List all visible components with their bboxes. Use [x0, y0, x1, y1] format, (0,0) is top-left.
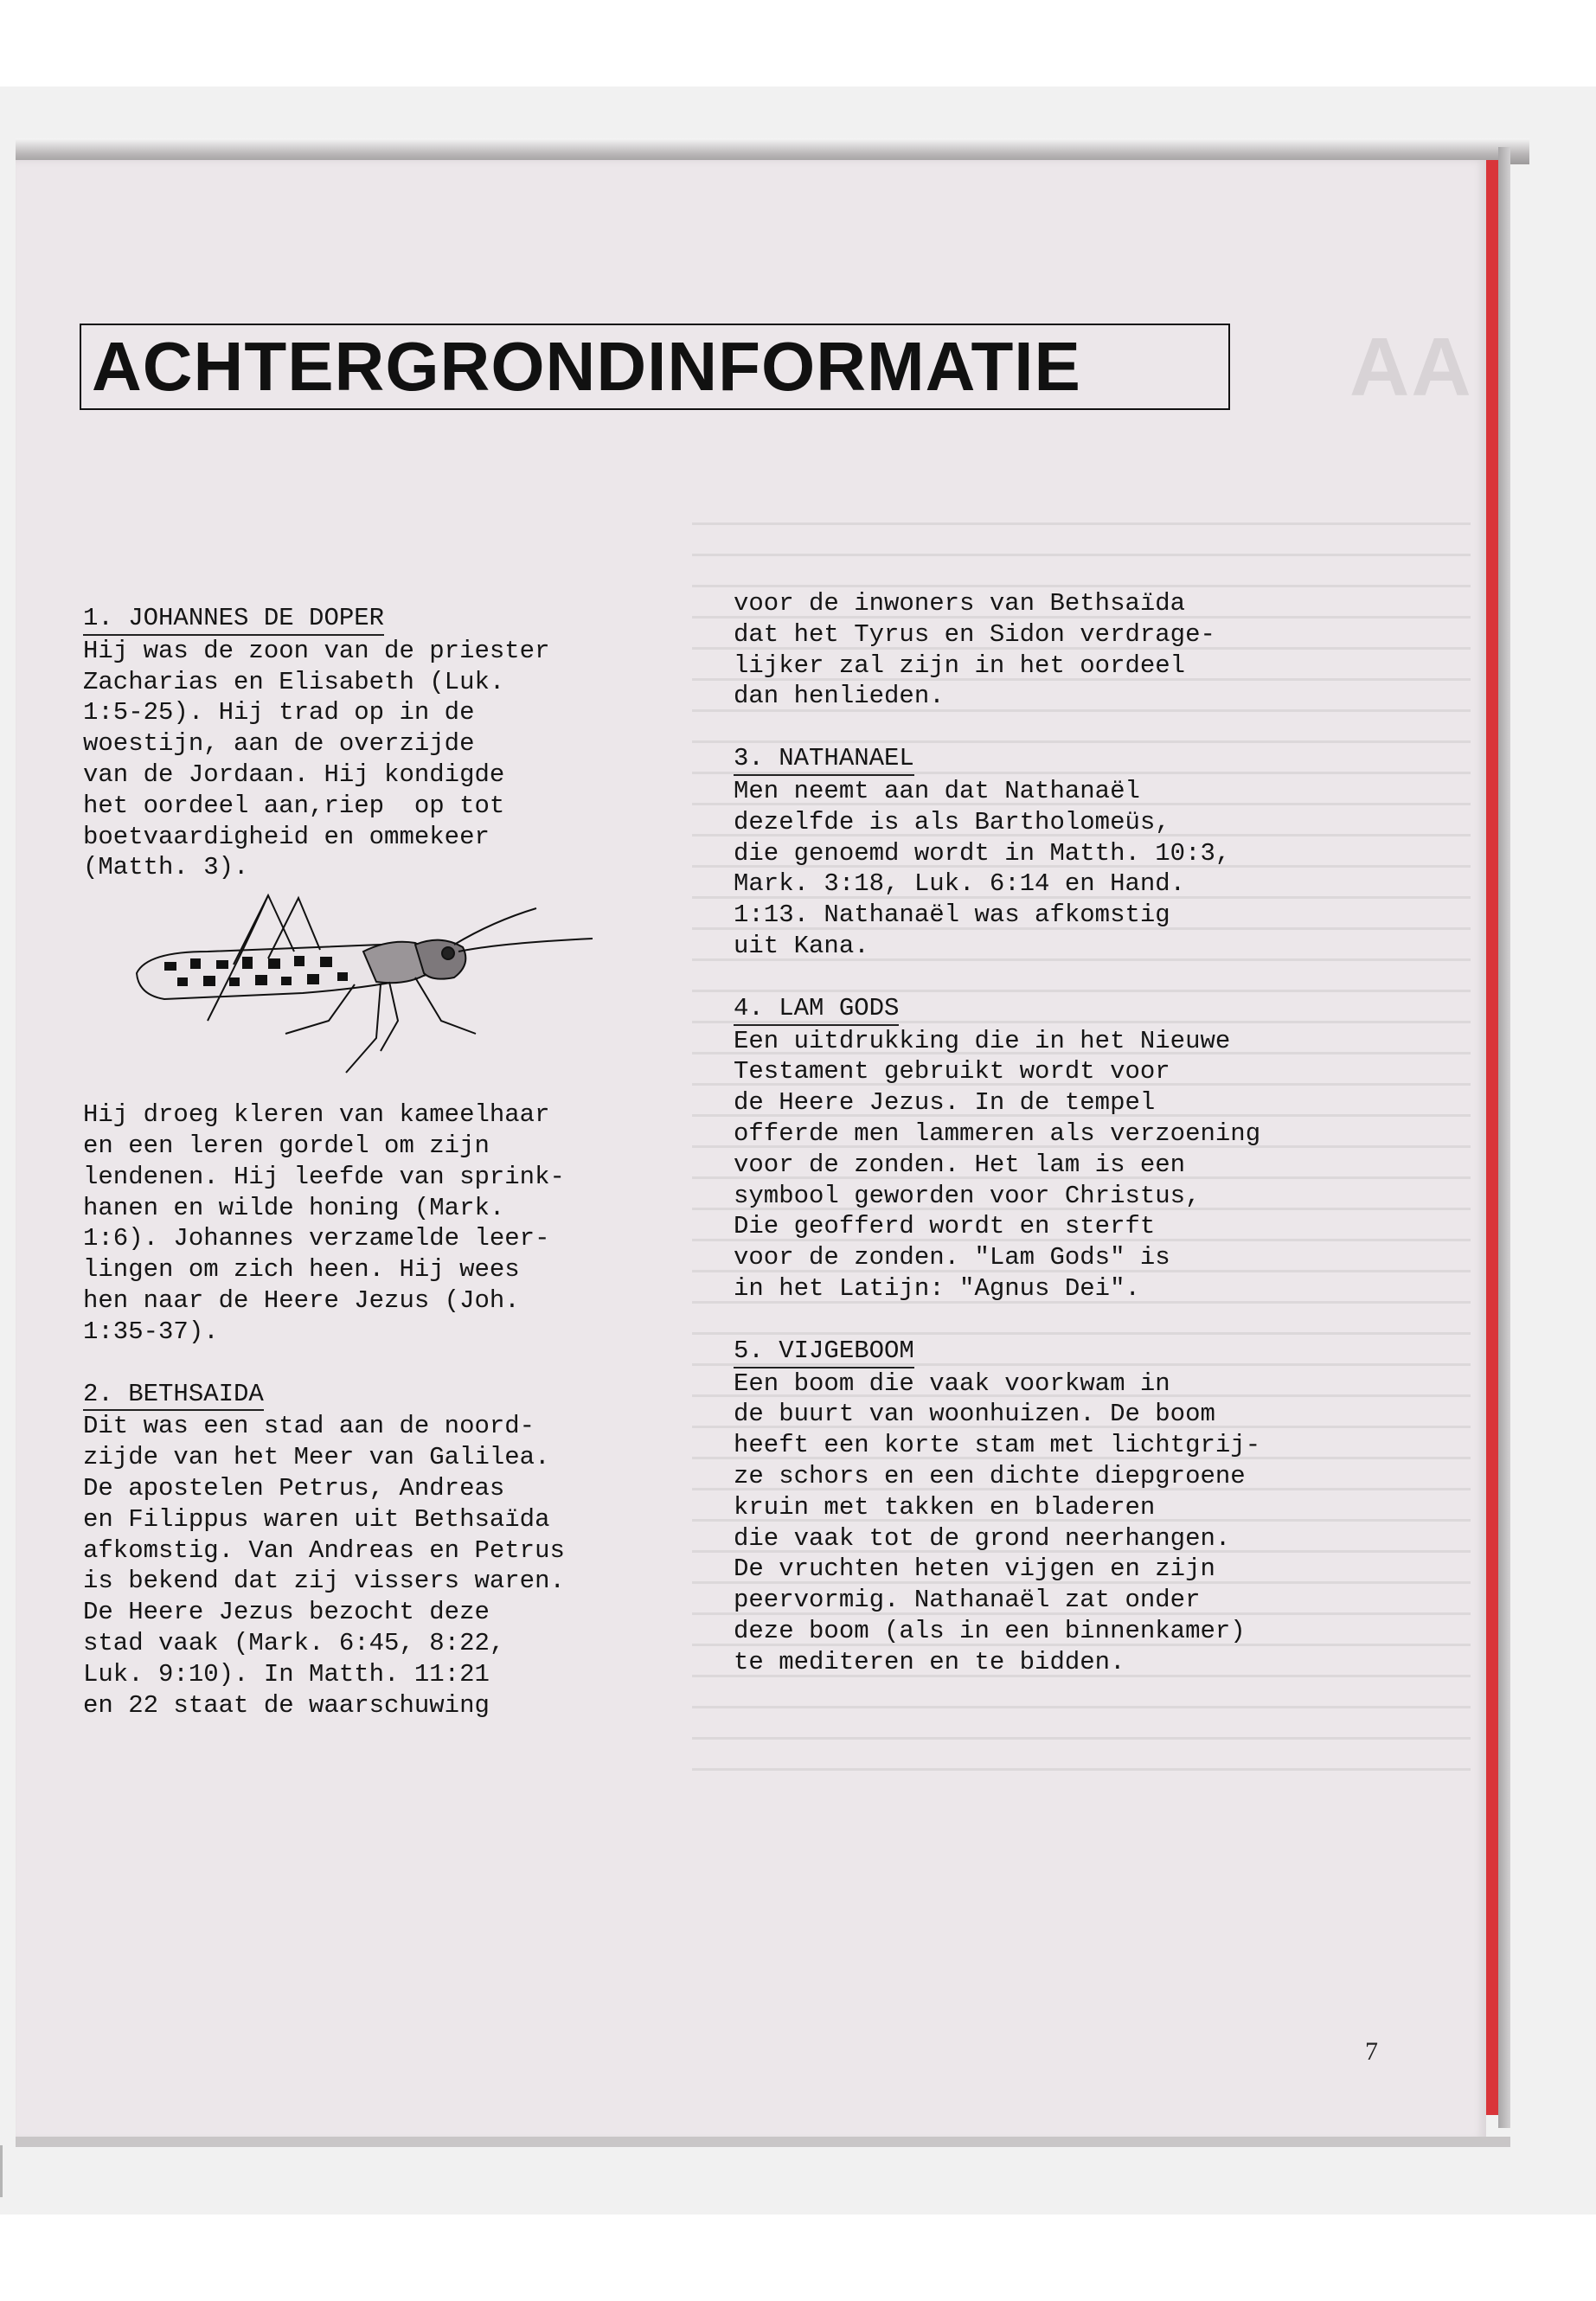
text-line: 1:13. Nathanaël was afkomstig	[734, 901, 1170, 930]
section-heading-vijgeboom: 5. VIJGEBOOM	[734, 1336, 914, 1368]
front-leg	[381, 982, 398, 1051]
text-line: lingen om zich heen. Hij wees	[83, 1255, 520, 1285]
text-line: te mediteren en te bidden.	[734, 1647, 1125, 1676]
text-line: Hij was de zoon van de priester	[83, 636, 550, 665]
text-line: lijker zal zijn in het oordeel	[734, 651, 1186, 680]
left-column	[83, 603, 706, 1721]
red-page-edge	[1486, 160, 1498, 2115]
section-gap	[83, 1348, 706, 1379]
text-line: dan henlieden.	[734, 682, 945, 711]
section-gap	[734, 962, 1443, 993]
scan-marks	[0, 2145, 106, 2197]
text-line: 1:6). Johannes verzamelde leer-	[83, 1224, 550, 1253]
text-line: woestijn, aan de overzijde	[83, 729, 475, 759]
text-line: Zacharias en Elisabeth (Luk.	[83, 667, 505, 696]
bleed-through-title: AA	[1349, 321, 1473, 413]
section-heading-johannes: 1. JOHANNES DE DOPER	[83, 603, 384, 636]
text-line: zijde van het Meer van Galilea.	[83, 1443, 550, 1472]
mid-leg	[415, 977, 476, 1034]
text-line: Een uitdrukking die in het Nieuwe	[734, 1026, 1231, 1055]
page-number: 7	[1365, 2037, 1378, 2066]
text-line: symbool geworden voor Christus,	[734, 1181, 1201, 1210]
section-heading-lam-gods: 4. LAM GODS	[734, 993, 899, 1026]
book-cover-edge	[1498, 147, 1510, 2128]
text-line: dat het Tyrus en Sidon verdrage-	[734, 619, 1215, 649]
text-line: heeft een korte stam met lichtgrij-	[734, 1431, 1261, 1460]
vijgeboom-text	[734, 1368, 1443, 1678]
text-line: lendenen. Hij leefde van sprink-	[83, 1162, 565, 1191]
text-line: het oordeel aan,riep op tot	[83, 791, 505, 820]
grasshopper-icon	[137, 895, 593, 1073]
text-line: offerde men lammeren als verzoening	[734, 1118, 1261, 1148]
text-line: boetvaardigheid en ommekeer	[83, 822, 490, 851]
text-line: deze boom (als in een binnenkamer)	[734, 1616, 1246, 1645]
text-line: voor de zonden. "Lam Gods" is	[734, 1243, 1170, 1272]
right-column	[734, 588, 1443, 1678]
text-line: in het Latijn: "Agnus Dei".	[734, 1273, 1140, 1303]
text-line: ze schors en een dichte diepgroene	[734, 1461, 1246, 1490]
antenna	[454, 908, 536, 945]
antenna	[458, 939, 593, 952]
text-line: Dit was een stad aan de noord-	[83, 1412, 535, 1441]
section-gap	[734, 712, 1443, 743]
bethsaida-continued	[734, 588, 1443, 712]
text-line: Die geofferd wordt en sterft	[734, 1212, 1156, 1241]
text-line: De Heere Jezus bezocht deze	[83, 1598, 490, 1627]
eye	[442, 947, 454, 959]
leg	[346, 984, 381, 1073]
lam-gods-text	[734, 1026, 1443, 1304]
text-line: 1:5-25). Hij trad op in de	[83, 698, 475, 727]
text-line: en een leren gordel om zijn	[83, 1131, 490, 1160]
text-line: (Matth. 3).	[83, 853, 249, 882]
text-line: De apostelen Petrus, Andreas	[83, 1473, 505, 1503]
text-line: Testament gebruikt wordt voor	[734, 1057, 1170, 1086]
text-line: Hij droeg kleren van kameelhaar	[83, 1100, 550, 1130]
text-line: de Heere Jezus. In de tempel	[734, 1088, 1156, 1118]
text-line: dezelfde is als Bartholomeüs,	[734, 807, 1170, 836]
text-line: Luk. 9:10). In Matth. 11:21	[83, 1659, 490, 1689]
text-line: voor de zonden. Het lam is een	[734, 1150, 1186, 1179]
text-line: van de Jordaan. Hij kondigde	[83, 760, 505, 789]
section-heading-nathanael: 3. NATHANAEL	[734, 743, 914, 776]
text-line: de buurt van woonhuizen. De boom	[734, 1400, 1215, 1429]
page-title: ACHTERGRONDINFORMATIE	[92, 328, 1081, 405]
text-line: De vruchten heten vijgen en zijn	[734, 1554, 1215, 1584]
text-line: en 22 staat de waarschuwing	[83, 1690, 490, 1720]
text-line: stad vaak (Mark. 6:45, 8:22,	[83, 1628, 505, 1657]
text-line: Een boom die vaak voorkwam in	[734, 1368, 1170, 1398]
bethsaida-text	[83, 1411, 706, 1721]
title-box	[80, 324, 1230, 410]
nathanael-text	[734, 776, 1443, 962]
johannes-text-2	[83, 1099, 706, 1347]
section-heading-bethsaida: 2. BETHSAIDA	[83, 1379, 264, 1412]
text-line: 1:35-37).	[83, 1317, 219, 1346]
text-line: voor de inwoners van Bethsaïda	[734, 589, 1186, 618]
grasshopper-illustration	[130, 891, 597, 1081]
book-bottom-edge	[16, 2137, 1510, 2147]
text-line: uit Kana.	[734, 931, 869, 960]
text-line: kruin met takken en bladeren	[734, 1492, 1156, 1522]
text-line: is bekend dat zij vissers waren.	[83, 1567, 565, 1596]
text-line: afkomstig. Van Andreas en Petrus	[83, 1535, 565, 1565]
section-gap	[734, 1304, 1443, 1336]
text-line: die genoemd wordt in Matth. 10:3,	[734, 838, 1231, 868]
text-line: en Filippus waren uit Bethsaïda	[83, 1504, 550, 1534]
text-line: die vaak tot de grond neerhangen.	[734, 1523, 1231, 1553]
text-line: hanen en wilde honing (Mark.	[83, 1193, 505, 1222]
text-line: hen naar de Heere Jezus (Joh.	[83, 1285, 520, 1315]
text-line: Men neemt aan dat Nathanaël	[734, 776, 1140, 805]
johannes-text-1	[83, 636, 706, 883]
text-line: Mark. 3:18, Luk. 6:14 en Hand.	[734, 869, 1186, 899]
text-line: peervormig. Nathanaël zat onder	[734, 1586, 1201, 1615]
